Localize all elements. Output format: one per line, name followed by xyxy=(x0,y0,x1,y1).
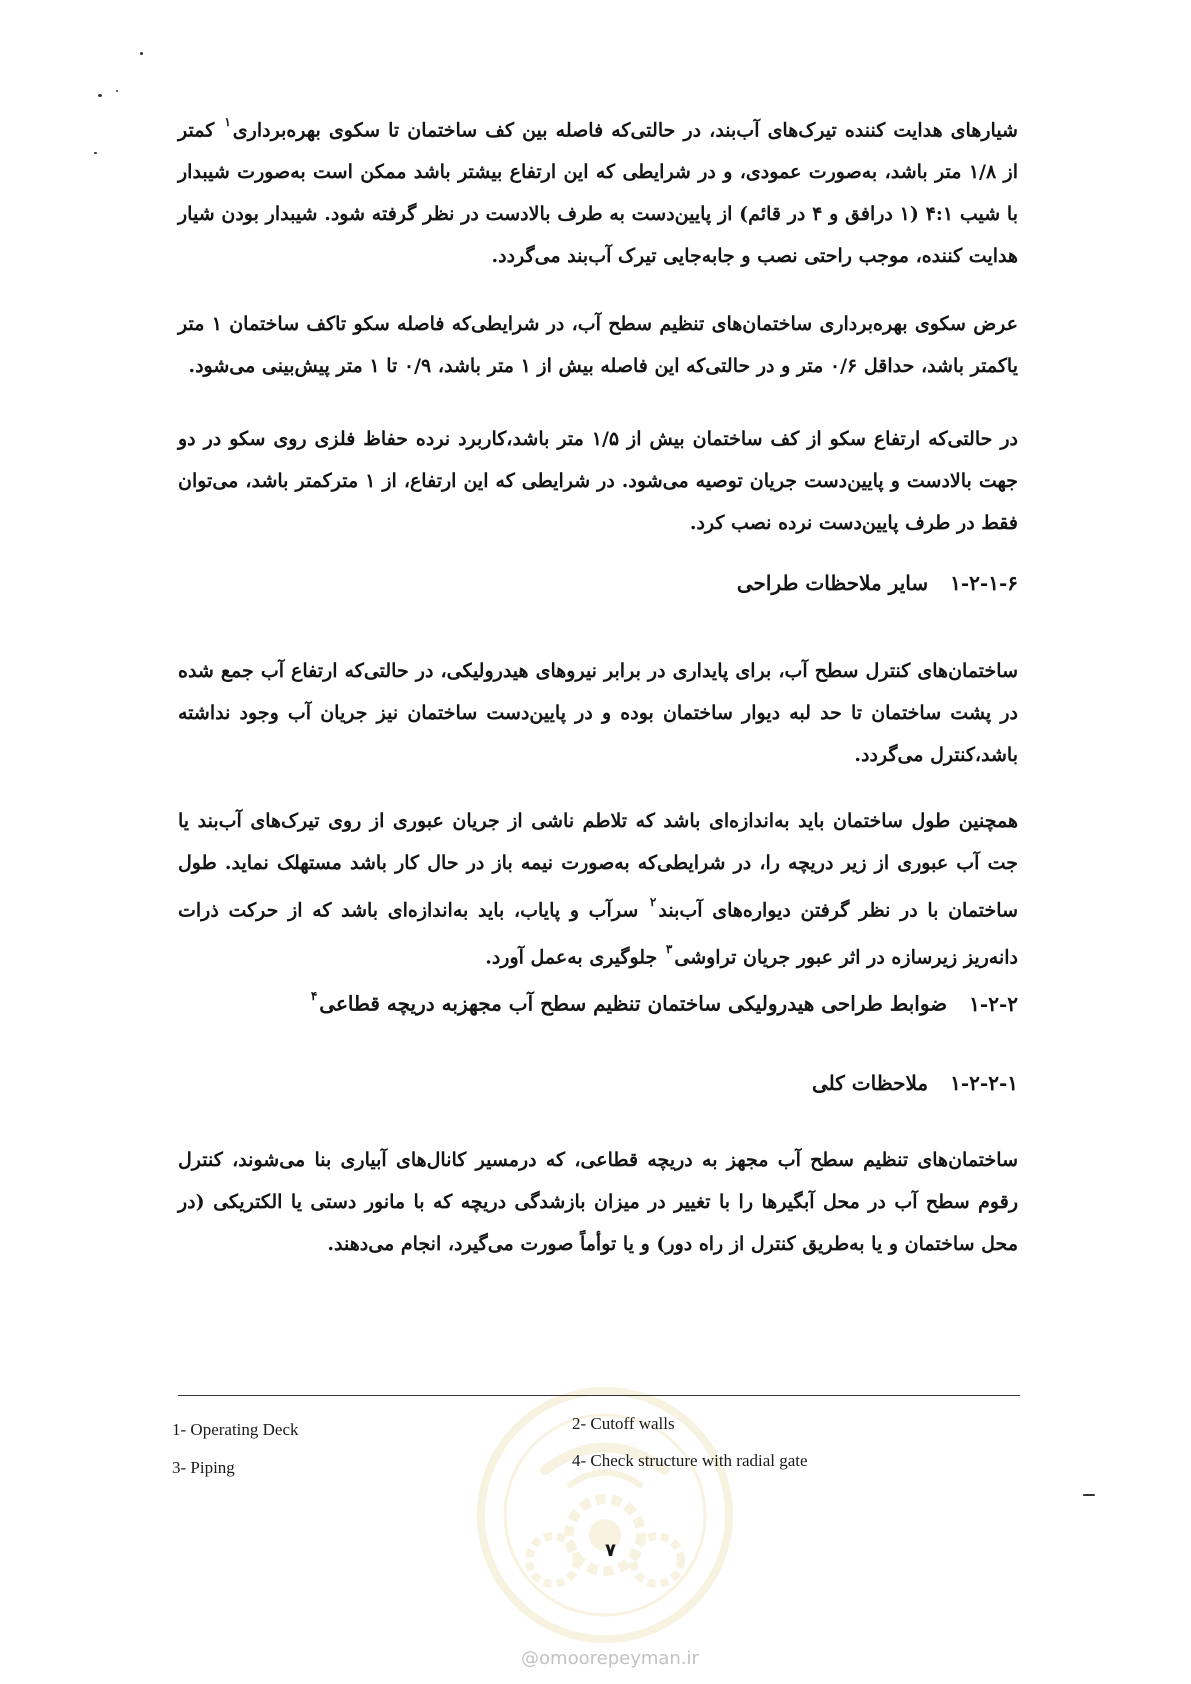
footnote-divider xyxy=(178,1395,1020,1396)
paragraph-radial-gate-control xyxy=(178,1139,1018,1265)
paragraph-slot-guides xyxy=(178,104,1018,277)
section-number: ۱-۲-۱-۶ xyxy=(950,571,1018,595)
paragraph-text: کمتر از ۱/۸ متر باشد، به‌صورت عمودی، و در شرایطی که این ارتفاع بیشتر باشد ممکن است به‌صورت شیبدار با شیب ۴:۱ (۱ درافق و ۴ در قائم) از پایین‌دست به طرف بالادست در نظر گرفته شود. شیبدار بودن شیار هدایت کننده، موجب راحتی نصب و جابه‌جایی تیرک آب‌بند می‌گردد. xyxy=(178,119,1018,268)
footnote-1: 1- Operating Deck xyxy=(172,1420,299,1439)
scan-speck xyxy=(94,152,97,154)
paragraph-hydraulic-stability xyxy=(178,650,1018,776)
footnote-4: 4- Check structure with radial gate xyxy=(572,1451,808,1470)
paragraph-structure-length xyxy=(178,800,1018,979)
footnote-2: 2- Cutoff walls xyxy=(572,1414,675,1433)
paragraph-text: سرآب و پایاب، باید به‌اندازه‌ای باشد که از حرکت ذرات دانه‌ریز زیرسازه در اثر عبور جریان تراوشی xyxy=(178,899,1018,969)
section-title: ملاحظات کلی xyxy=(812,1071,929,1095)
section-heading-general-considerations xyxy=(158,1066,1018,1100)
section-heading-radial-gate-criteria xyxy=(158,982,1018,1021)
footnote-marker: ۳ xyxy=(665,942,673,957)
paragraph-deck-width xyxy=(178,303,1018,387)
section-number: ۱-۲-۲-۱ xyxy=(950,1071,1018,1095)
footnote-3: 3- Piping xyxy=(172,1458,235,1477)
paragraph-text: ساختمان‌های تنظیم سطح آب مجهز به دریچه قطاعی، که درمسیر کانال‌های آبیاری بنا می‌شوند، کنترل رقوم سطح آب در محل آبگیرها را با تغییر در میزان بازشدگی دریچه که با مانور دستی یا الکتریکی (در محل ساختمان و یا به‌طریق کنترل از راه دور) و یا توأماً صورت می‌گیرد، انجام می‌دهند. xyxy=(178,1149,1018,1255)
scan-speck xyxy=(140,52,143,55)
paragraph-text: ساختمان‌های کنترل سطح آب، برای پایداری در برابر نیروهای هیدرولیکی، در حالتی‌که ارتفاع آب جمع شده در پشت ساختمان تا حد لبه دیوار ساختمان بوده و در پایین‌دست ساختمان نیز جریان آب وجود نداشته باشد،کنترل می‌گردد. xyxy=(178,660,1018,766)
section-heading-other-design-considerations xyxy=(158,566,1018,600)
paragraph-handrail xyxy=(178,418,1018,544)
scan-speck xyxy=(116,90,118,92)
paragraph-text: شیارهای هدایت کننده تیرک‌های آب‌بند، در حالتی‌که فاصله بین کف ساختمان تا سکوی بهره‌برداری xyxy=(232,119,1018,142)
paragraph-text: همچنین طول ساختمان باید به‌اندازه‌ای باشد که تلاطم ناشی از جریان عبوری از روی تیرک‌های آب‌بند یا جت آب عبوری از زیر دریچه را، در شرایطی‌که به‌صورت نیمه باز در حال کار باشد مستهلک نماید. طول ساختمان با در نظر گرفتن دیواره‌های آب‌بند xyxy=(178,810,1018,922)
footnote-marker: ۴ xyxy=(310,989,318,1003)
paragraph-text: جلوگیری به‌عمل آورد. xyxy=(485,946,664,969)
scan-speck xyxy=(1083,1494,1095,1496)
watermark-text: @omoorepeyman.ir xyxy=(521,1648,699,1669)
footnote-marker: ۱ xyxy=(224,115,231,129)
page-number: ۷ xyxy=(605,1540,616,1561)
paragraph-text: در حالتی‌که ارتفاع سکو از کف ساختمان بیش از ۱/۵ متر باشد،کاربرد نرده حفاظ فلزی روی سکو در دو جهت بالادست و پایین‌دست جریان توصیه می‌شود. در شرایطی که این ارتفاع، از ۱ مترکمتر باشد، می‌توان فقط در طرف پایین‌دست نرده نصب کرد. xyxy=(178,428,1019,534)
paragraph-text: عرض سکوی بهره‌برداری ساختمان‌های تنظیم سطح آب، در شرایطی‌که فاصله سکو تاکف ساختمان ۱ متر یاکمتر باشد، حداقل ۰/۶ متر و در حالتی‌که این فاصله بیش از ۱ متر باشد، ۰/۹ تا ۱ متر پیش‌بینی می‌شود. xyxy=(178,313,1019,377)
section-title: ضوابط طراحی هیدرولیکی ساختمان تنظیم سطح آب مجهزبه دریچه قطاعی xyxy=(319,991,948,1016)
scan-speck xyxy=(98,94,102,97)
section-title: سایر ملاحظات طراحی xyxy=(736,571,929,595)
footnote-marker: ۲ xyxy=(649,895,657,909)
section-number: ۱-۲-۲ xyxy=(969,991,1018,1016)
